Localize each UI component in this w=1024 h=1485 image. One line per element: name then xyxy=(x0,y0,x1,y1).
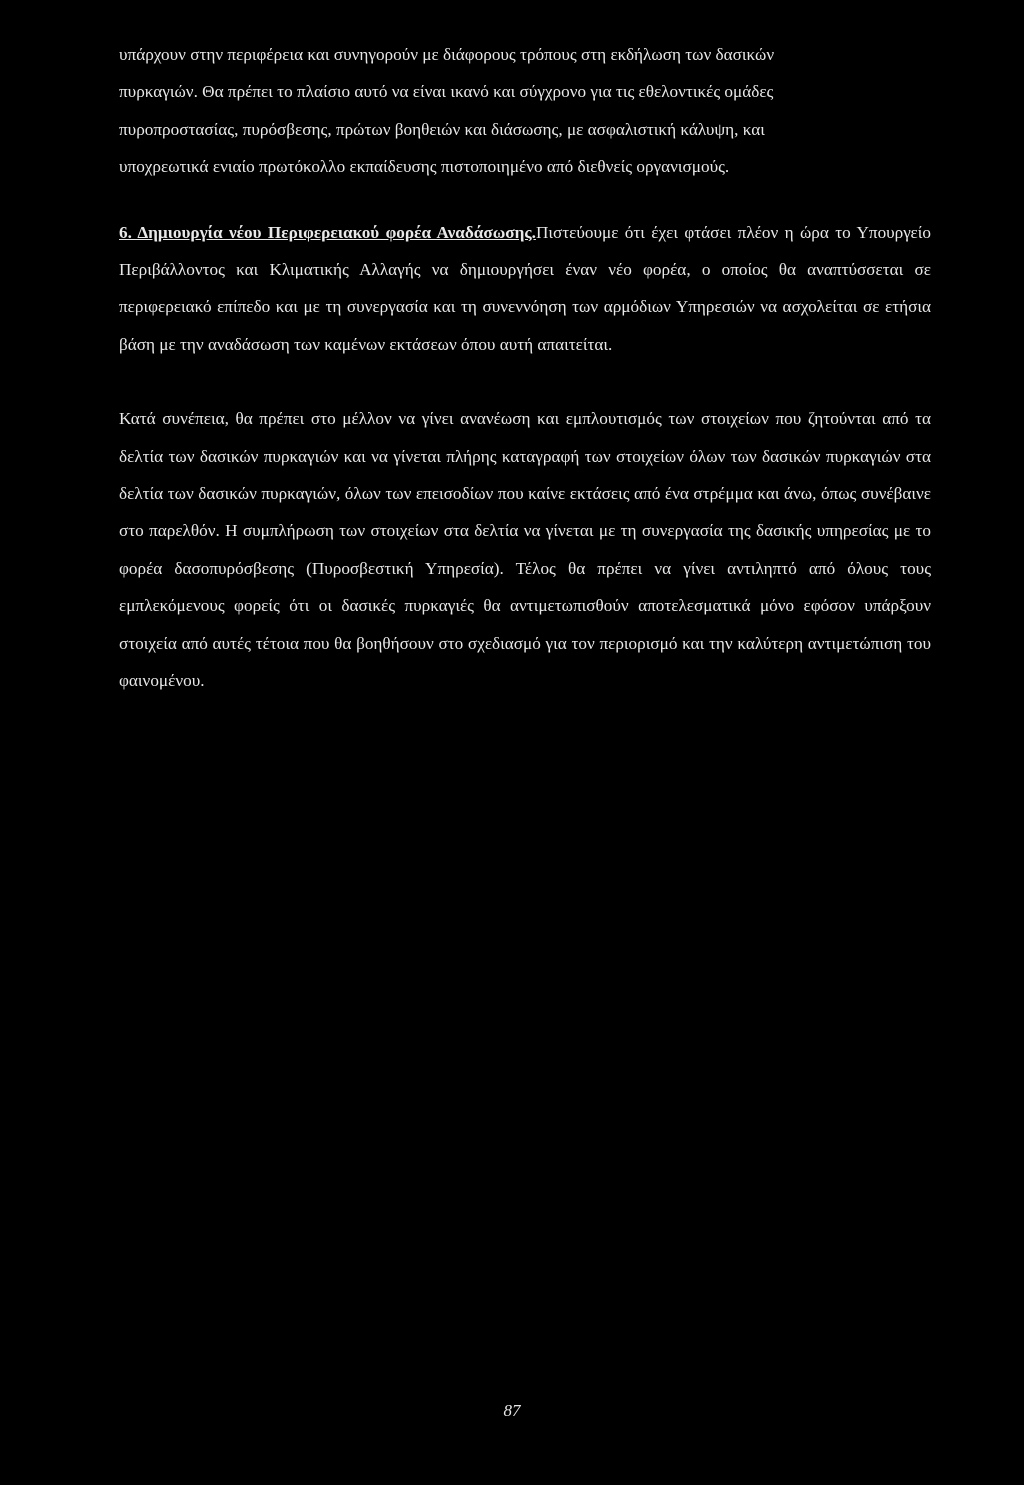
paragraph-line: πυρκαγιών. Θα πρέπει το πλαίσιο αυτό να είναι ικανό και σύγχρονο για τις εθελοντικές ομάδες xyxy=(119,82,774,102)
document-page xyxy=(119,36,931,700)
continued-paragraph xyxy=(119,36,931,186)
section-6-body: Πιστεύουμε ότι έχει φτάσει πλέον η ώρα το Υπουργείο Περιβάλλοντος και Κλιματικής Αλλαγής να δημιουργήσει έναν νέο φορέα, ο οποίος θα αναπτύσσεται σε περιφερειακό επίπεδο και με τη συνεργασία και τη συνεννόηση των αρμόδιων Υπηρεσιών να ασχολείται σε ετήσια βάση με την αναδάσωση των καμένων εκτάσεων όπου αυτή απαιτείται. xyxy=(119,222,931,354)
section-6-heading: 6. Δημιουργία νέου Περιφερειακού φορέα Αναδάσωσης. xyxy=(119,222,536,242)
page-number: 87 xyxy=(503,1401,521,1420)
paragraph-line: πυροπροστασίας, πυρόσβεσης, πρώτων βοηθειών και διάσωσης, με ασφαλιστική κάλυψη, και xyxy=(119,119,765,139)
conclusion-paragraph: Κατά συνέπεια, θα πρέπει στο μέλλον να γίνει ανανέωση και εμπλουτισμός των στοιχείων που ζητούνται από τα δελτία των δασικών πυρκαγιών και να γίνεται πλήρης καταγραφή των στοιχείων όλων των δασικών πυρκαγιών στα δελτία των δασικών πυρκαγιών, όλων των επεισοδίων που καίνε εκτάσεις από ένα στρέμμα και άνω, όπως συνέβαινε στο παρελθόν. Η συμπλήρωση των στοιχείων στα δελτία να γίνεται με τη συνεργασία της δασικής υπηρεσίας με το φορέα δασοπυρόσβεσης (Πυροσβεστική Υπηρεσία). Τέλος θα πρέπει να γίνει αντιληπτό από όλους τους εμπλεκόμενους φορείς ότι οι δασικές πυρκαγιές θα αντιμετωπισθούν αποτελεσματικά μόνο εφόσον υπάρξουν στοιχεία από αυτές τέτοια που θα βοηθήσουν στο σχεδιασμό για τον περιορισμό και την καλύτερη αντιμετώπιση του φαινομένου. xyxy=(119,409,931,691)
paragraph-line: υπάρχουν στην περιφέρεια και συνηγορούν με διάφορους τρόπους στη εκδήλωση των δασικών xyxy=(119,45,775,64)
paragraph-line: υποχρεωτικά ενιαίο πρωτόκολλο εκπαίδευσης πιστοποιημένο από διεθνείς οργανισμούς. xyxy=(119,157,730,177)
section-6-paragraph xyxy=(119,214,931,364)
